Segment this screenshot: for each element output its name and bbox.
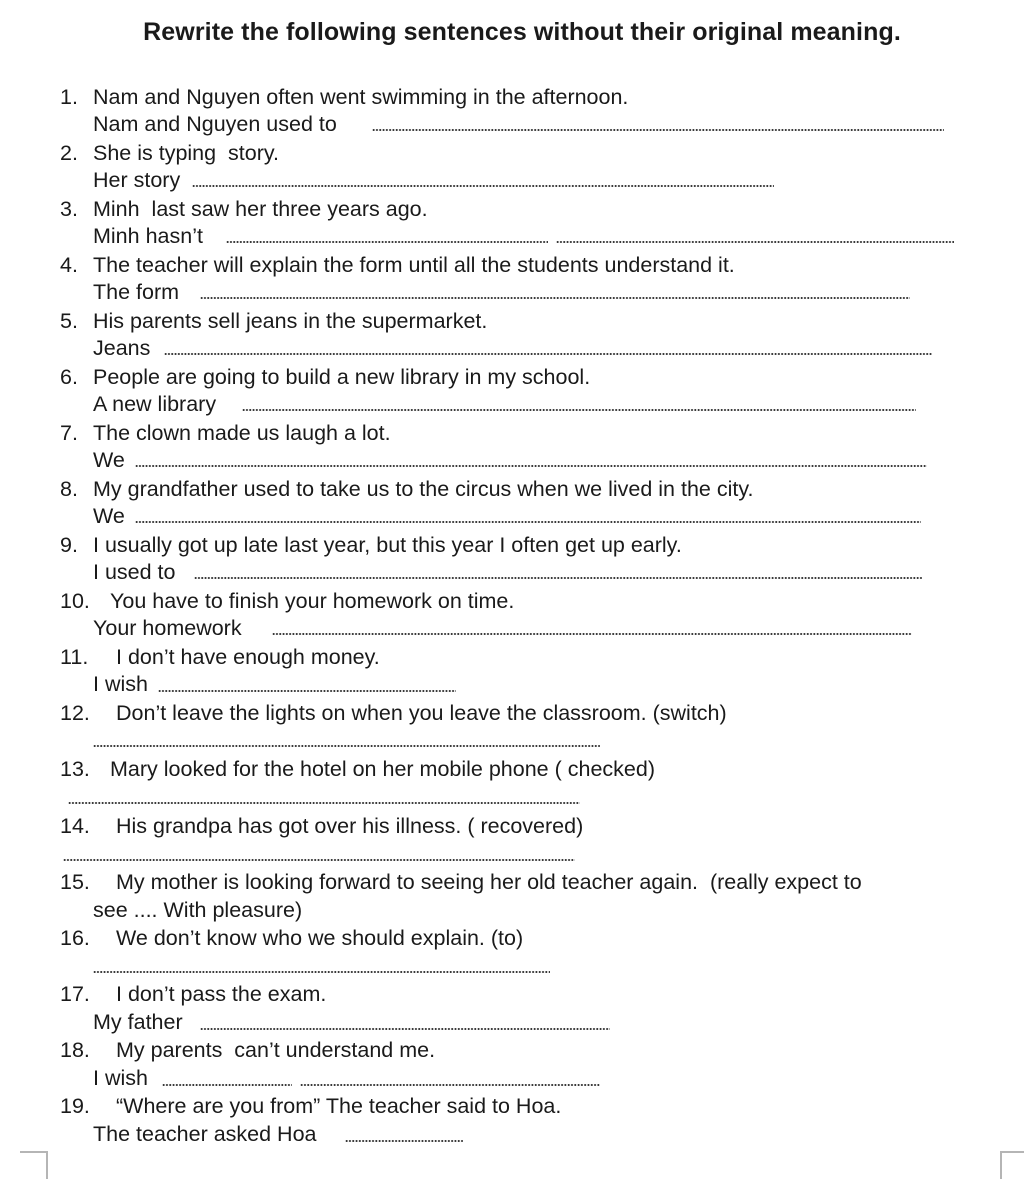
item-prompt: Her story — [93, 168, 181, 192]
answer-blank[interactable] — [300, 1083, 600, 1087]
answer-blank[interactable] — [556, 240, 954, 244]
answer-blank[interactable] — [200, 1027, 610, 1031]
item-sentence: My grandfather used to take us to the circus when we lived in the city. — [93, 477, 754, 501]
item-number: 5. — [60, 309, 78, 333]
item-sentence: The teacher will explain the form until all the students understand it. — [93, 253, 735, 277]
item-sentence: The clown made us laugh a lot. — [93, 421, 391, 445]
item-number: 4. — [60, 253, 78, 277]
item-number: 12. — [60, 701, 90, 725]
item-number: 1. — [60, 85, 78, 109]
item-number: 16. — [60, 926, 90, 950]
item-number: 7. — [60, 421, 78, 445]
answer-blank[interactable] — [93, 744, 600, 748]
item-sentence: My parents can’t understand me. — [116, 1038, 436, 1062]
item-number: 18. — [60, 1038, 90, 1062]
item-number: 14. — [60, 814, 90, 838]
item-sentence: Nam and Nguyen often went swimming in the afternoon. — [93, 85, 629, 109]
item-prompt: I wish — [93, 1066, 148, 1090]
answer-blank[interactable] — [93, 970, 550, 974]
item-number: 2. — [60, 141, 78, 165]
item-number: 8. — [60, 477, 78, 501]
item-prompt: Your homework — [93, 616, 242, 640]
answer-blank[interactable] — [226, 240, 548, 244]
item-prompt: Nam and Nguyen used to — [93, 112, 337, 136]
answer-blank[interactable] — [194, 576, 922, 580]
answer-blank[interactable] — [158, 689, 456, 693]
item-prompt: The teacher asked Hoa — [93, 1122, 317, 1146]
item-sentence: I don’t have enough money. — [116, 645, 380, 669]
item-prompt: I used to — [93, 560, 176, 584]
item-continuation: see .... With pleasure) — [93, 898, 303, 922]
item-prompt: The form — [93, 280, 180, 304]
answer-blank[interactable] — [345, 1139, 463, 1143]
answer-blank[interactable] — [135, 520, 921, 524]
item-number: 13. — [60, 757, 90, 781]
item-sentence: Don’t leave the lights on when you leave the classroom. (switch) — [116, 701, 727, 725]
item-sentence: I don’t pass the exam. — [116, 982, 327, 1006]
item-sentence: We don’t know who we should explain. (to) — [116, 926, 524, 950]
item-number: 15. — [60, 870, 90, 894]
page-corner-mark-right — [1000, 1151, 1024, 1179]
item-sentence: People are going to build a new library in my school. — [93, 365, 591, 389]
item-sentence: You have to finish your homework on time. — [110, 589, 515, 613]
item-prompt: Jeans — [93, 336, 151, 360]
answer-blank[interactable] — [162, 1083, 292, 1087]
answer-blank[interactable] — [200, 296, 910, 300]
item-prompt: A new library — [93, 392, 217, 416]
answer-blank[interactable] — [272, 632, 912, 636]
page-corner-mark-left — [20, 1151, 48, 1179]
item-sentence: “Where are you from” The teacher said to Hoa. — [116, 1094, 562, 1118]
item-prompt: Minh hasn’t — [93, 224, 203, 248]
item-sentence: I usually got up late last year, but this year I often get up early. — [93, 533, 682, 557]
item-number: 17. — [60, 982, 90, 1006]
answer-blank[interactable] — [68, 801, 580, 805]
worksheet-title: Rewrite the following sentences without their original meaning. — [143, 18, 901, 46]
item-number: 19. — [60, 1094, 90, 1118]
answer-blank[interactable] — [192, 184, 774, 188]
answer-blank[interactable] — [135, 464, 927, 468]
item-prompt: My father — [93, 1010, 183, 1034]
answer-blank[interactable] — [242, 408, 916, 412]
item-sentence: She is typing story. — [93, 141, 280, 165]
item-prompt: We — [93, 504, 125, 528]
item-number: 10. — [60, 589, 90, 613]
answer-blank[interactable] — [372, 128, 944, 132]
item-sentence: Mary looked for the hotel on her mobile phone ( checked) — [110, 757, 655, 781]
item-number: 11. — [60, 645, 89, 669]
item-prompt: I wish — [93, 672, 148, 696]
item-sentence: His grandpa has got over his illness. ( recovered) — [116, 814, 584, 838]
item-number: 6. — [60, 365, 78, 389]
item-prompt: We — [93, 448, 125, 472]
item-sentence: My mother is looking forward to seeing her old teacher again. (really expect to — [116, 870, 862, 894]
answer-blank[interactable] — [164, 352, 932, 356]
item-number: 3. — [60, 197, 78, 221]
item-number: 9. — [60, 533, 78, 557]
item-sentence: His parents sell jeans in the supermarket. — [93, 309, 488, 333]
answer-blank[interactable] — [63, 858, 575, 862]
item-sentence: Minh last saw her three years ago. — [93, 197, 428, 221]
